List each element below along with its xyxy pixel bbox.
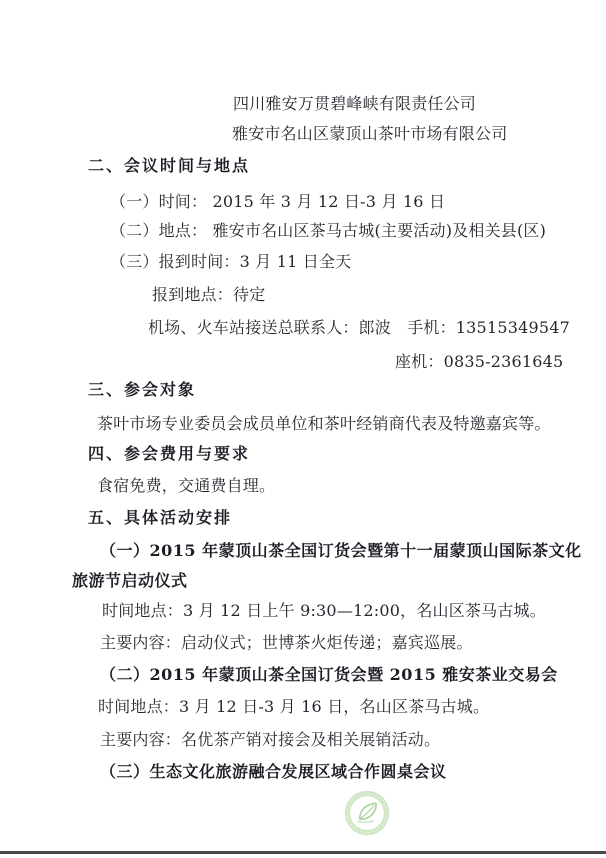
activity1-content-line: 主要内容：启动仪式；世博茶火炬传递；嘉宾巡展。 <box>100 633 473 652</box>
leaf-seal-icon <box>343 789 391 837</box>
checkin-place-line: 报到地点：待定 <box>152 285 266 304</box>
organizer-line-2: 雅安市名山区蒙顶山茶叶市场有限公司 <box>232 124 508 143</box>
checkin-time-line: （三）报到时间：3 月 11 日全天 <box>110 252 352 271</box>
section-heading-schedule: 五、具体活动安排 <box>88 508 233 527</box>
page-bottom-border <box>0 851 606 854</box>
activity1-time-line: 时间地点：3 月 12 日上午 9:30—12:00，名山区茶马古城。 <box>102 601 546 620</box>
shuttle-contact-line: 机场、火车站接送总联系人：郎波 手机：13515349547 <box>148 318 570 337</box>
organizer-line-1: 四川雅安万贯碧峰峡有限责任公司 <box>233 94 477 113</box>
activity1-title-line2: 旅游节启动仪式 <box>72 571 188 590</box>
section-heading-time-place: 二、会议时间与地点 <box>88 156 251 175</box>
section-heading-attendees: 三、参会对象 <box>88 380 197 399</box>
meeting-time-line: （一）时间： 2015 年 3 月 12 日-3 月 16 日 <box>110 192 446 211</box>
activity3-title-line: （三）生态文化旅游融合发展区域合作圆桌会议 <box>100 762 447 781</box>
activity2-title-line: （二）2015 年蒙顶山茶全国订货会暨 2015 雅安茶业交易会 <box>100 665 558 684</box>
activity1-title-line1: （一）2015 年蒙顶山茶全国订货会暨第十一届蒙顶山国际茶文化 <box>100 541 582 560</box>
attendees-body-line: 茶叶市场专业委员会成员单位和茶叶经销商代表及特邀嘉宾等。 <box>97 414 551 433</box>
section-heading-fees: 四、参会费用与要求 <box>88 444 251 463</box>
landline-line: 座机：0835-2361645 <box>395 352 564 371</box>
meeting-place-line: （二）地点： 雅安市名山区茶马古城(主要活动)及相关县(区) <box>110 221 547 240</box>
fees-body-line: 食宿免费，交通费自理。 <box>97 476 276 495</box>
activity2-time-line: 时间地点：3 月 12 日-3 月 16 日，名山区茶马古城。 <box>98 697 490 716</box>
activity2-content-line: 主要内容：名优茶产销对接会及相关展销活动。 <box>100 730 441 749</box>
